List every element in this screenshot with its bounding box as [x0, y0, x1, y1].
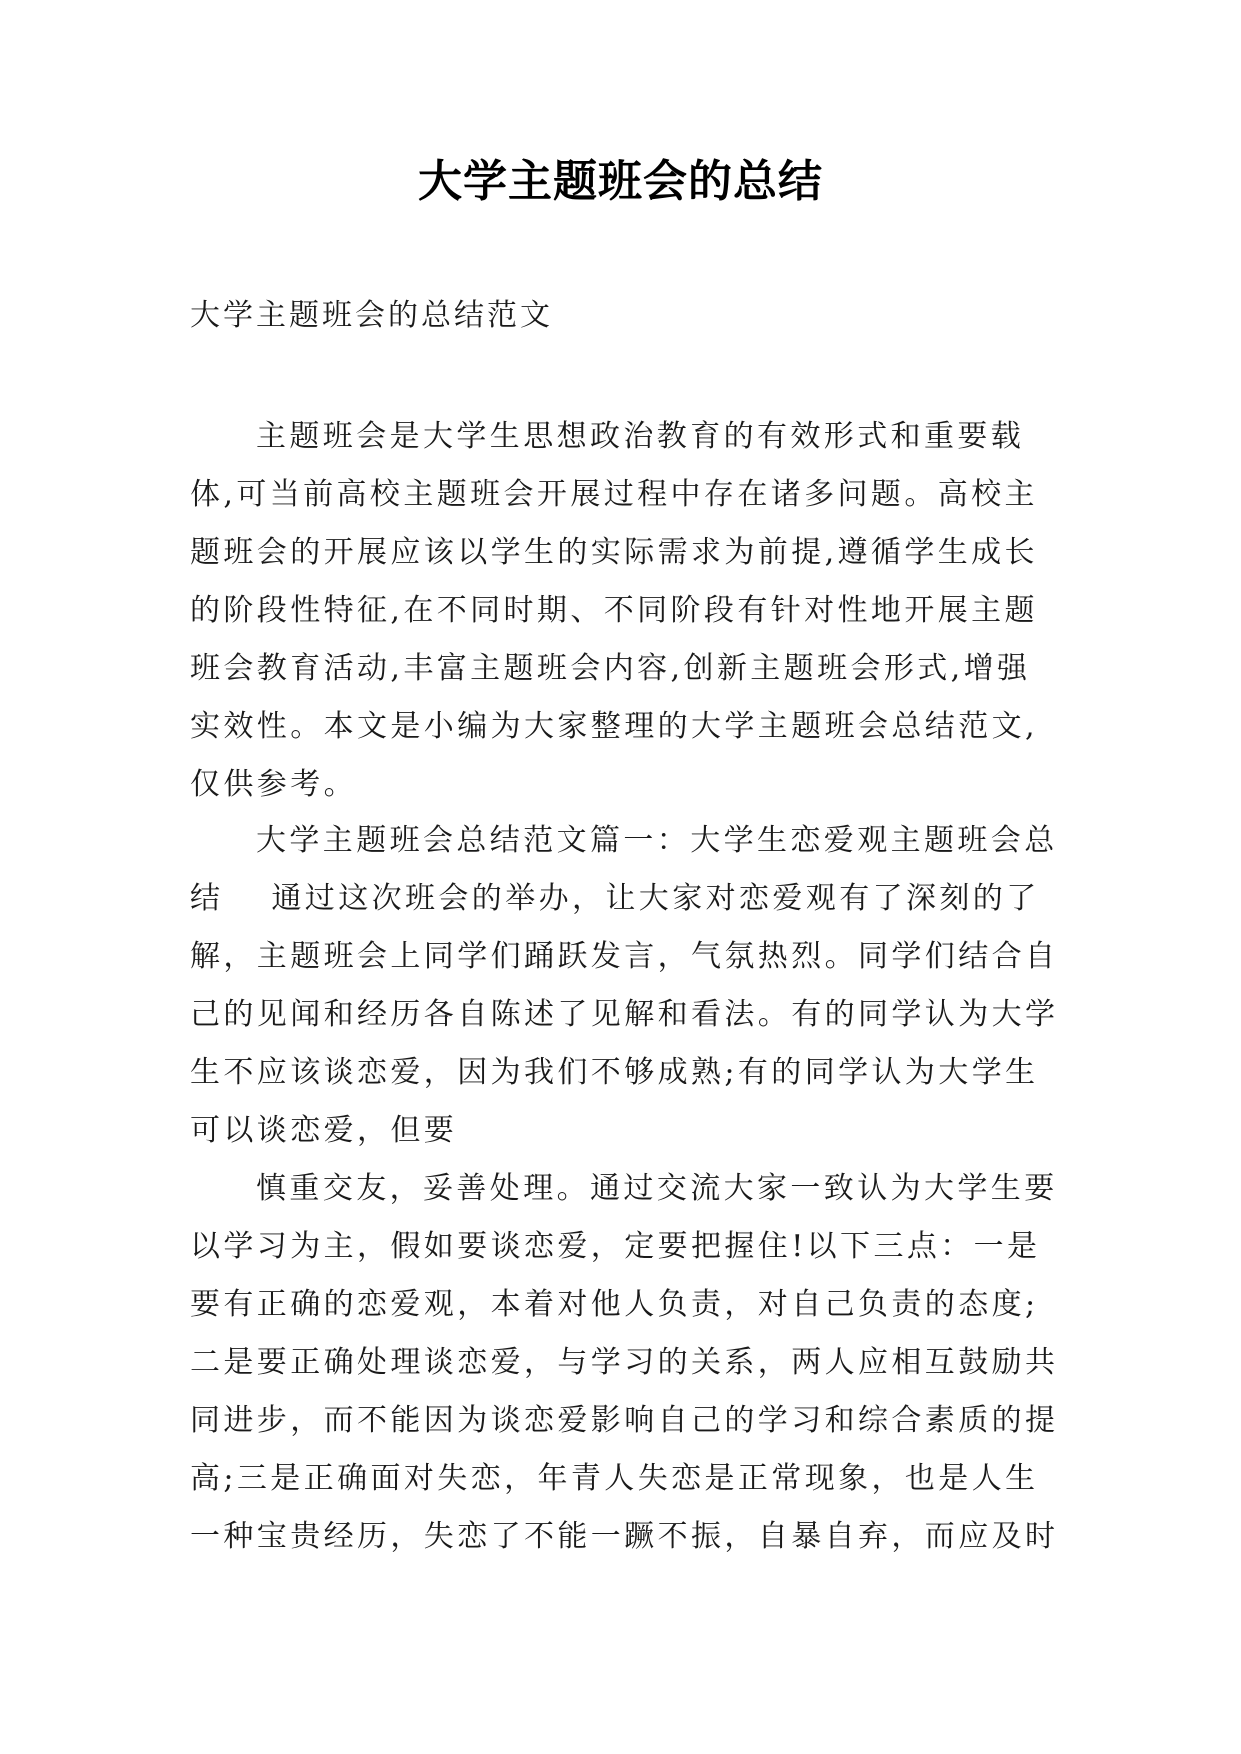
paragraph-intro: [190, 408, 1054, 814]
document-title: 大学主题班会的总结: [418, 156, 823, 207]
paragraph-line: 可以谈恋爱，但要: [190, 1113, 458, 1148]
paragraph-line: 一种宝贵经历，失恋了不能一蹶不振，自暴自弃，而应及时: [190, 1519, 1059, 1554]
paragraph-section-one-continued: [190, 1160, 1059, 1566]
paragraph-line: 生不应该谈恋爱，因为我们不够成熟;有的同学认为大学生: [190, 1055, 1039, 1090]
paragraph-line: 慎重交友，妥善处理。通过交流大家一致认为大学生要: [256, 1171, 1058, 1206]
paragraph-line: 己的见闻和经历各自陈述了见解和看法。有的同学认为大学: [190, 997, 1059, 1032]
paragraph-line: 体,可当前高校主题班会开展过程中存在诸多问题。高校主: [190, 477, 1038, 512]
paragraph-line: 要有正确的恋爱观，本着对他人负责，对自己负责的态度;: [190, 1287, 1039, 1322]
paragraph-line: 高;三是正确面对失恋，年青人失恋是正常现象，也是人生: [190, 1461, 1039, 1496]
paragraph-line: 班会教育活动,丰富主题班会内容,创新主题班会形式,增强: [190, 651, 1031, 686]
paragraph-line: 二是要正确处理谈恋爱，与学习的关系，两人应相互鼓励共: [190, 1345, 1059, 1380]
paragraph-fragment: 结: [190, 881, 224, 916]
paragraph-line: 题班会的开展应该以学生的实际需求为前提,遵循学生成长: [190, 535, 1038, 570]
paragraph-line: 的阶段性特征,在不同时期、不同阶段有针对性地开展主题: [190, 593, 1038, 628]
document-subtitle: 大学主题班会的总结范文: [190, 298, 553, 333]
paragraph-fragment: 通过这次班会的举办，让大家对恋爱观有了深刻的了: [271, 881, 1040, 916]
paragraph-line: 以学习为主，假如要谈恋爱，定要把握住!以下三点：一是: [190, 1229, 1041, 1264]
paragraph-line: 解，主题班会上同学们踊跃发言，气氛热烈。同学们结合自: [190, 939, 1059, 974]
paragraph-line-mixed: [190, 870, 1054, 928]
paragraph-section-one: [190, 812, 1059, 1160]
paragraph-line: 同进步，而不能因为谈恋爱影响自己的学习和综合素质的提: [190, 1403, 1059, 1438]
paragraph-line: 实效性。本文是小编为大家整理的大学主题班会总结范文,: [190, 709, 1038, 744]
paragraph-line: 仅供参考。: [190, 767, 357, 802]
paragraph-line: 主题班会是大学生思想政治教育的有效形式和重要载: [256, 419, 1025, 454]
paragraph-line: 大学主题班会总结范文篇一：大学生恋爱观主题班会总: [256, 823, 1058, 858]
